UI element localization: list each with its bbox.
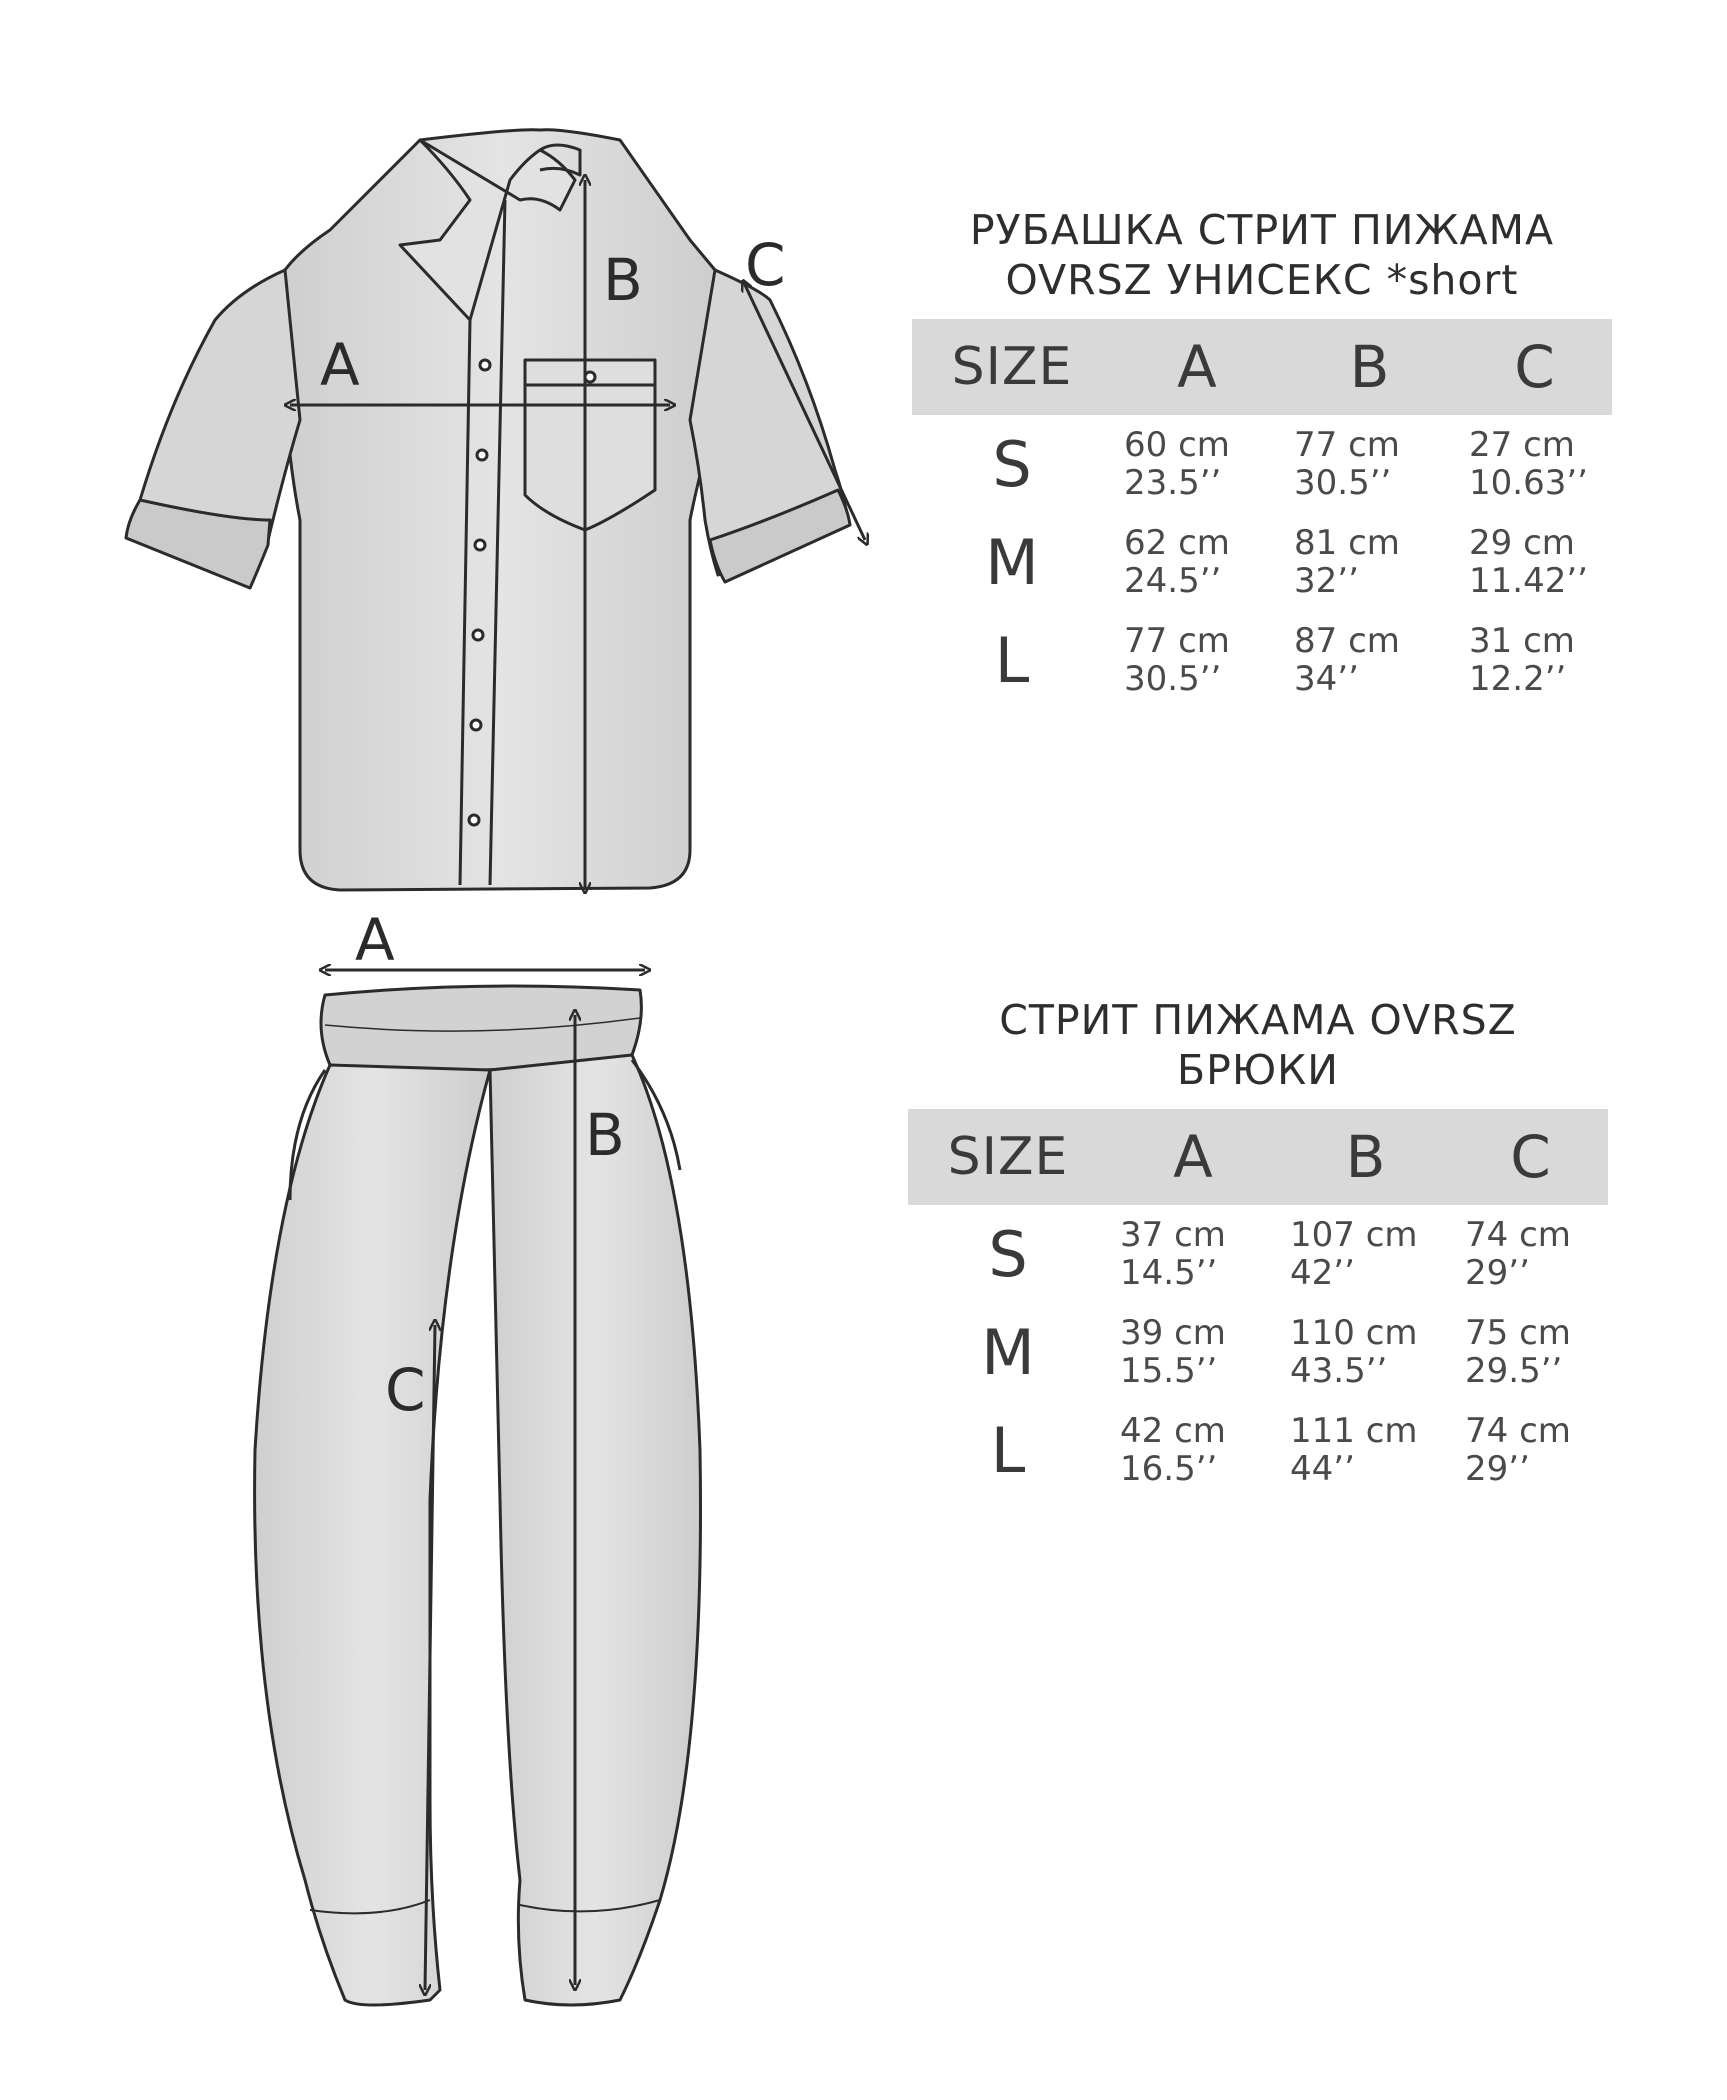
pants-table-header	[908, 1109, 1608, 1205]
shirt-label-c: C	[745, 231, 786, 299]
table-row	[908, 1205, 1608, 1303]
table-row	[912, 513, 1612, 611]
pants-label-b: B	[585, 1101, 625, 1169]
table-row	[912, 611, 1612, 709]
shirt-label-b: B	[603, 246, 643, 314]
header-a: A	[1177, 333, 1217, 401]
cell-c: 74 cm 29’’	[1465, 1411, 1571, 1489]
size-label: L	[994, 623, 1030, 697]
shirt-label-a: A	[320, 331, 360, 399]
cell-c: 29 cm 11.42’’	[1469, 523, 1588, 601]
shirt-illustration	[126, 130, 850, 890]
header-c: C	[1514, 333, 1555, 401]
cell-b: 87 cm 34’’	[1294, 621, 1400, 699]
cell-b: 107 cm 42’’	[1290, 1215, 1418, 1293]
pants-size-chart	[908, 995, 1608, 1499]
table-row	[908, 1303, 1608, 1401]
pants-title	[908, 995, 1608, 1095]
cell-a: 60 cm 23.5’’	[1124, 425, 1230, 503]
size-label: M	[985, 525, 1039, 599]
header-c: C	[1510, 1123, 1551, 1191]
pants-right-leg	[490, 1055, 701, 2005]
cell-a: 42 cm 16.5’’	[1120, 1411, 1226, 1489]
pants-label-c: C	[385, 1356, 426, 1424]
header-b: B	[1345, 1123, 1386, 1191]
cell-c: 74 cm 29’’	[1465, 1215, 1571, 1293]
cell-a: 62 cm 24.5’’	[1124, 523, 1230, 601]
cell-c: 75 cm 29.5’’	[1465, 1313, 1571, 1391]
pants-illustration	[255, 986, 701, 2005]
shirt-title	[912, 205, 1612, 305]
size-label: M	[981, 1315, 1035, 1389]
pants-table	[908, 1109, 1608, 1499]
shirt-title-line2: OVRSZ УНИСЕКС *short	[1005, 256, 1519, 304]
cell-b: 77 cm 30.5’’	[1294, 425, 1400, 503]
size-label: S	[988, 1217, 1028, 1291]
pants-label-a: A	[355, 906, 395, 974]
shirt-size-chart	[912, 205, 1612, 709]
table-row	[912, 415, 1612, 513]
cell-b: 110 cm 43.5’’	[1290, 1313, 1418, 1391]
table-row	[908, 1401, 1608, 1499]
pants-title-line1: СТРИТ ПИЖАМА OVRSZ	[999, 996, 1517, 1044]
size-label: L	[990, 1413, 1026, 1487]
header-a: A	[1173, 1123, 1213, 1191]
cell-c: 31 cm 12.2’’	[1469, 621, 1575, 699]
cell-a: 39 cm 15.5’’	[1120, 1313, 1226, 1391]
shirt-table	[912, 319, 1612, 709]
cell-c: 27 cm 10.63’’	[1469, 425, 1588, 503]
header-size: SIZE	[947, 1127, 1069, 1187]
header-size: SIZE	[951, 337, 1073, 397]
pants-left-leg	[255, 1065, 490, 2005]
pants-title-line2: БРЮКИ	[1177, 1046, 1339, 1094]
shirt-title-line1: РУБАШКА СТРИТ ПИЖАМА	[969, 206, 1555, 254]
cell-b: 81 cm 32’’	[1294, 523, 1400, 601]
size-label: S	[992, 427, 1032, 501]
header-b: B	[1349, 333, 1390, 401]
cell-b: 111 cm 44’’	[1290, 1411, 1418, 1489]
cell-a: 37 cm 14.5’’	[1120, 1215, 1226, 1293]
shirt-table-header	[912, 319, 1612, 415]
cell-a: 77 cm 30.5’’	[1124, 621, 1230, 699]
shirt-body	[285, 130, 720, 890]
